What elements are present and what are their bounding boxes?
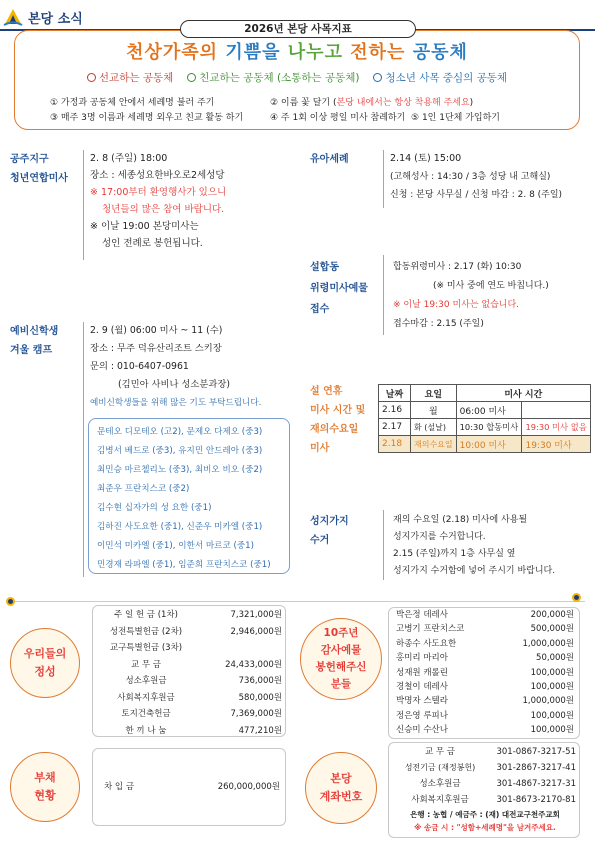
bank-info: 은행 : 농협 / 예금주 : (재) 대전교구천주교회 xyxy=(410,810,560,819)
list-item xyxy=(104,779,280,796)
item-name: 교구특별헌금 (3차) xyxy=(109,643,183,653)
list-item xyxy=(394,792,576,808)
slogan-part-3: 나누고 xyxy=(287,42,343,63)
text-line: 2. 9 (월) 06:00 미사 ~ 11 (수) xyxy=(90,325,223,336)
text-line: 신청 : 본당 사무실 / 신청 마감 : 2. 8 (주일) xyxy=(390,190,563,200)
table-cell: 월 xyxy=(411,402,457,419)
text-line: 장소 : 세종성요한바오로2세성당 xyxy=(90,170,225,181)
item-amount: 100,000원 xyxy=(530,682,574,693)
list-item xyxy=(96,673,282,690)
divider xyxy=(383,255,384,335)
item-name: 박명자 스텔라 xyxy=(396,696,448,707)
name-line: 문테오 디모테오 (고2), 문제오 다제오 (중3) xyxy=(97,427,263,437)
list-item xyxy=(396,723,574,737)
account-number: 301-2867-3217-41 xyxy=(496,763,576,773)
item-amount: 500,000원 xyxy=(530,624,574,635)
table-cell: 2.16 xyxy=(379,402,411,419)
label-line: 설합동 xyxy=(310,262,339,273)
divider xyxy=(83,322,84,577)
text-line: 2.14 (토) 15:00 xyxy=(390,153,462,164)
table-header: 미사 시간 xyxy=(456,385,590,402)
label-line: 미사 xyxy=(310,443,330,454)
camp-names-box xyxy=(88,418,290,574)
divider xyxy=(83,150,84,260)
text-line: (※ 미사 중에 연도 바칩니다.) xyxy=(433,281,549,291)
camp-label xyxy=(10,322,58,360)
youth-mass-text xyxy=(90,150,226,252)
list-item xyxy=(394,760,576,776)
item-amount: 477,210원 xyxy=(238,725,282,736)
item-name: 고병기 프란치스코 xyxy=(396,624,465,635)
table-cell: 2.18 xyxy=(379,436,411,453)
text-line: 성인 전례로 봉헌됩니다. xyxy=(102,238,203,249)
table-cell: 재의수요일 xyxy=(411,436,457,453)
offerings-badge xyxy=(10,628,80,698)
table-row xyxy=(379,402,591,419)
label-line: 위령미사예물 xyxy=(310,283,368,294)
table-cell xyxy=(522,402,591,419)
infant-baptism-label: 유아세례 xyxy=(310,154,349,165)
item-name: 성소후원금 xyxy=(125,676,167,686)
badge-line: 부채 xyxy=(34,771,56,784)
list-item xyxy=(96,640,282,657)
item-amount: 7,321,000원 xyxy=(230,610,282,620)
item-amount: 7,369,000원 xyxy=(230,709,282,719)
list-item xyxy=(394,776,576,792)
slogan-part-1: 천상가족의 xyxy=(126,42,219,63)
list-item xyxy=(96,690,282,707)
item-amount: 1,000,000원 xyxy=(522,696,574,707)
label-line: 접수 xyxy=(310,304,330,315)
list-item xyxy=(96,706,282,723)
item-name: 하종수 사도요한 xyxy=(396,638,457,649)
item-name: 사회복지후원금 xyxy=(411,795,469,805)
goal-item xyxy=(373,70,507,85)
text-line: (김민아 사비나 성소분과장) xyxy=(118,379,230,390)
donors-list xyxy=(396,608,574,738)
text-line: 장소 : 무주 덕유산리조트 스키장 xyxy=(90,343,222,354)
item-amount: 100,000원 xyxy=(530,710,574,721)
practices-list xyxy=(50,96,570,126)
practice-item xyxy=(270,111,500,126)
item-amount: 736,000원 xyxy=(238,676,282,686)
text-line: 성지가지를 수거합니다. xyxy=(393,532,486,542)
list-item xyxy=(96,607,282,624)
section-divider xyxy=(10,601,585,602)
list-item xyxy=(396,637,574,651)
name-line: 김수현 십자가의 성 요한 (중1) xyxy=(97,503,212,513)
text-line: 청년들의 많은 참여 바랍니다. xyxy=(102,204,225,215)
list-item xyxy=(396,666,574,680)
list-item xyxy=(96,657,282,674)
item-amount: 1,000,000원 xyxy=(522,638,574,649)
practice-highlight: 본당 내에서는 항상 착용해 주세요 xyxy=(336,98,470,108)
goals-list xyxy=(20,70,574,85)
label-line: 미사 시간 및 xyxy=(310,405,366,416)
list-item xyxy=(396,709,574,723)
infant-baptism-text xyxy=(390,150,562,204)
table-cell: 19:30 미사 없음 xyxy=(522,419,591,436)
camp-text xyxy=(90,322,261,412)
circle-icon xyxy=(87,73,96,82)
badge-line: 분들 xyxy=(330,678,352,690)
item-name: 교 무 금 xyxy=(424,747,456,757)
item-name: 교 무 금 xyxy=(130,659,162,670)
memorial-mass-text xyxy=(393,258,549,334)
item-amount: 50,000원 xyxy=(536,653,574,664)
badge-line: 봉헌해주신 xyxy=(315,661,367,673)
divider xyxy=(383,150,384,208)
header-title-text: 본당 소식 xyxy=(28,11,83,27)
text-line: 예비신학생들을 위해 많은 기도 부탁드립니다. xyxy=(90,398,262,408)
item-name: 경철이 데레사 xyxy=(396,682,448,693)
list-item xyxy=(396,651,574,665)
table-cell: 10:30 합동미사 xyxy=(456,419,522,436)
text-line: ※ 이날 19:30 미사는 없습니다. xyxy=(393,300,520,310)
item-name: 신승미 수산나 xyxy=(396,725,448,736)
text-line: ※ 이날 19:00 본당미사는 xyxy=(90,221,199,232)
practice-text: ⑤ 1인 1단체 가입하기 xyxy=(411,113,500,123)
item-amount: 580,000원 xyxy=(238,692,282,703)
anniversary-badge xyxy=(300,618,382,700)
name-line: 김하진 사도요한 (중1), 신준우 미카엘 (중1) xyxy=(97,522,263,532)
label-line: 예비신학생 xyxy=(10,326,59,337)
item-amount: 100,000원 xyxy=(530,667,574,678)
holiday-mass-label xyxy=(310,382,365,458)
badge-line: 정성 xyxy=(34,665,56,678)
item-name: 박은정 데레사 xyxy=(396,610,448,620)
table-cell: 2.17 xyxy=(379,419,411,436)
item-amount: 260,000,000원 xyxy=(217,782,280,792)
text-line: 접수마감 : 2.15 (주일) xyxy=(393,319,484,329)
badge-line: 10주년 xyxy=(323,627,359,639)
name-line: 민경재 라파엘 (중1), 임준희 프란치스코 (중1) xyxy=(97,560,271,570)
table-row xyxy=(379,419,591,436)
item-name: 사회복지후원금 xyxy=(117,692,175,703)
list-item xyxy=(396,622,574,636)
item-amount: 24,433,000원 xyxy=(225,659,282,670)
label-line: 겨울 캠프 xyxy=(10,345,53,356)
name-line: 김병서 베드로 (중3), 유지민 안드레아 (중3) xyxy=(97,446,263,456)
palms-label xyxy=(310,512,349,550)
badge-line: 본당 xyxy=(330,772,352,785)
header-pill: 2026년 본당 사목지표 xyxy=(180,20,416,38)
label-line: 청년연합미사 xyxy=(10,173,68,184)
list-item xyxy=(394,744,576,760)
accounts-badge xyxy=(305,752,377,824)
transfer-note: ※ 송금 시 : "성함+세례명"을 남겨주세요. xyxy=(414,823,556,832)
item-name: 토지건축헌금 xyxy=(121,709,171,719)
item-amount: 2,946,000원 xyxy=(230,626,282,637)
list-item xyxy=(96,624,282,641)
badge-line: 우리들의 xyxy=(23,647,67,660)
item-amount: 100,000원 xyxy=(530,725,574,736)
text-line: ※ 17:00부터 환영행사가 있으니 xyxy=(90,187,227,198)
table-cell: 화 (설날) xyxy=(411,419,457,436)
item-name: 한 끼 나 눔 xyxy=(125,725,167,736)
palms-text xyxy=(393,512,555,580)
name-line: 최민승 마르첼리노 (중3), 최비오 비오 (중2) xyxy=(97,465,263,475)
account-number: 301-0867-3217-51 xyxy=(496,747,576,757)
list-item xyxy=(396,680,574,694)
item-name: 성재원 캐롤린 xyxy=(396,667,448,678)
table-cell: 06:00 미사 xyxy=(456,402,522,419)
goal-label: 친교하는 공동체 (소통하는 공동체) xyxy=(199,72,360,84)
table-header: 날짜 xyxy=(379,385,411,402)
item-amount xyxy=(196,640,282,657)
label-line: 성지가지 xyxy=(310,516,349,527)
practice-text: ) xyxy=(469,98,474,108)
practice-item xyxy=(270,96,473,111)
text-line: 성지가지 수거함에 넣어 주시기 바랍니다. xyxy=(393,566,556,576)
slogan-part-4: 전하는 xyxy=(350,42,406,63)
item-name: 성전특별헌금 (2차) xyxy=(109,626,183,637)
list-item xyxy=(396,608,574,622)
account-number: 301-4867-3217-31 xyxy=(496,779,576,789)
debt-list xyxy=(104,779,280,796)
pin-icon xyxy=(6,597,15,606)
item-name: 홍미리 마리아 xyxy=(396,653,448,664)
label-line: 공주지구 xyxy=(10,154,49,165)
slogan xyxy=(20,38,574,66)
header-title xyxy=(2,5,83,29)
item-name: 성소후원금 xyxy=(419,779,461,789)
text-line: 합동위령미사 : 2.17 (화) 10:30 xyxy=(393,262,522,272)
table-cell: 10:00 미사 xyxy=(456,436,522,453)
item-name: 차 입 금 xyxy=(104,782,135,792)
goal-item xyxy=(187,70,359,85)
item-name: 정은영 루피나 xyxy=(396,710,448,721)
practice-item: ③ 매주 3명 이름과 세례명 외우고 친교 활동 하기 xyxy=(50,113,244,123)
item-amount: 200,000원 xyxy=(530,610,574,620)
label-line: 재의수요일 xyxy=(310,424,359,435)
list-item xyxy=(396,694,574,708)
circle-icon xyxy=(373,73,382,82)
item-name: 주 일 헌 금 (1차) xyxy=(114,610,178,620)
text-line: 2. 8 (주일) 18:00 xyxy=(90,153,168,164)
holiday-mass-table xyxy=(378,384,591,453)
slogan-part-5: 공동체 xyxy=(412,42,468,63)
account-number: 301-8673-2170-81 xyxy=(496,795,576,805)
circle-icon xyxy=(187,73,196,82)
badge-line: 현황 xyxy=(34,789,56,802)
memorial-mass-label xyxy=(310,257,368,320)
item-name: 성전기금 (재정봉헌) xyxy=(404,763,476,772)
label-line: 설 연휴 xyxy=(310,386,343,397)
text-line: (고해성사 : 14:30 / 3층 성당 내 고해실) xyxy=(390,172,551,182)
pin-icon xyxy=(572,593,581,602)
slogan-part-2: 기쁨을 xyxy=(225,42,281,63)
label-line: 수거 xyxy=(310,535,330,546)
text-line: 문의 : 010-6407-0961 xyxy=(90,361,189,372)
practice-text: ② 이름 꽃 달기 ( xyxy=(270,98,337,108)
table-header-row xyxy=(379,385,591,402)
goal-item xyxy=(87,70,173,85)
accounts-list xyxy=(394,744,576,834)
name-line: 최준우 프란치스코 (중2) xyxy=(97,484,190,494)
divider xyxy=(383,510,384,580)
table-cell: 19:30 미사 xyxy=(522,436,591,453)
parish-logo-icon xyxy=(2,6,24,28)
debt-badge xyxy=(10,752,80,822)
table-row xyxy=(379,436,591,453)
text-line: 재의 수요일 (2.18) 미사에 사용될 xyxy=(393,515,528,525)
name-line: 이민석 미카엘 (중1), 이한서 마르코 (중1) xyxy=(97,541,254,551)
badge-line: 계좌번호 xyxy=(319,790,363,803)
text-line: 2.15 (주일)까지 1층 사무실 옆 xyxy=(393,549,516,559)
practice-text: ④ 주 1회 이상 평일 미사 참례하기 xyxy=(270,113,406,123)
badge-line: 감사예물 xyxy=(320,644,362,656)
youth-mass-label xyxy=(10,150,68,188)
goal-label: 청소년 사목 중심의 공동체 xyxy=(385,72,508,84)
offerings-list xyxy=(96,607,282,739)
list-item xyxy=(96,723,282,740)
table-header: 요일 xyxy=(411,385,457,402)
goal-label: 선교하는 공동체 xyxy=(98,72,174,84)
practice-item: ① 가정과 공동체 안에서 세례명 불러 주기 xyxy=(50,98,215,108)
